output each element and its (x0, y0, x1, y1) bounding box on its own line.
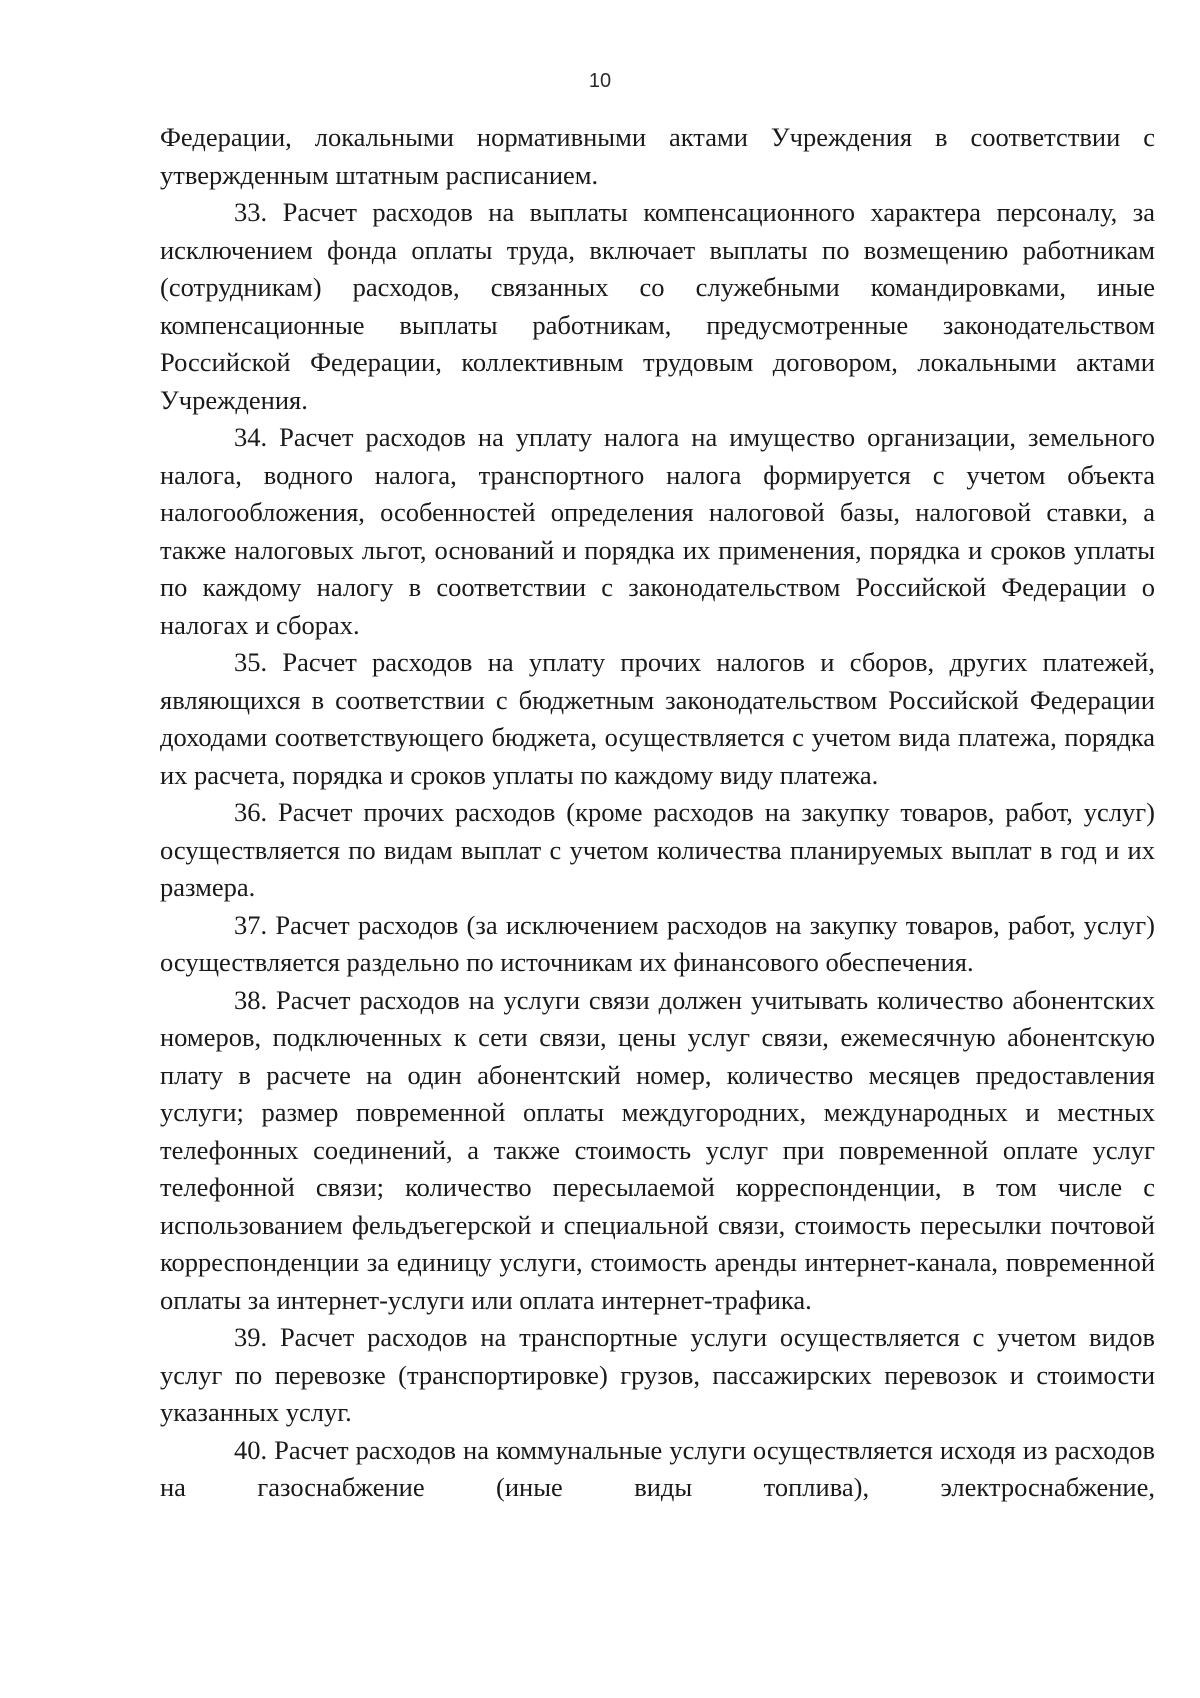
paragraph-38: 38. Расчет расходов на услуги связи должен учитывать количество абонентских номеров, подключенных к сети связи, цены услуг связи, ежемесячную абонентскую плату в расчете на один абонентский номер, количество месяцев предоставления услуги; размер повременной оплаты междугородних, международных и местных телефонных соединений, а также стоимость услуг при повременной оплате услуг телефонной связи; количество пересылаемой корреспонденции, в том числе с использованием фельдъегерской и специальной связи, стоимость пересылки почтовой корреспонденции за единицу услуги, стоимость аренды интернет-канала, повременной оплаты за интернет-услуги или оплата интернет-трафика. (160, 984, 1155, 1315)
paragraph-35: 35. Расчет расходов на уплату прочих налогов и сборов, других платежей, являющихся в соответствии с бюджетным законодательством Российской Федерации доходами соответствующего бюджета, осуществляется с учетом вида платежа, порядка их расчета, порядка и сроков уплаты по каждому виду платежа. (160, 647, 1155, 790)
paragraph-37: 37. Расчет расходов (за исключением расходов на закупку товаров, работ, услуг) осуществляется раздельно по источникам их финансового обеспечения. (160, 909, 1155, 977)
page-number: 10 (588, 70, 612, 92)
document-body (160, 119, 1155, 1507)
paragraph-40: 40. Расчет расходов на коммунальные услуги осуществляется исходя из расходов на газоснабжение (иные виды топлива), электроснабжение, (160, 1434, 1155, 1502)
paragraph-36: 36. Расчет прочих расходов (кроме расходов на закупку товаров, работ, услуг) осуществляется по видам выплат с учетом количества планируемых выплат в год и их размера. (160, 797, 1155, 902)
paragraph-continuation: Федерации, локальными нормативными актами Учреждения в соответствии с утвержденным штатным расписанием. (160, 122, 1155, 190)
paragraph-34: 34. Расчет расходов на уплату налога на имущество организации, земельного налога, водного налога, транспортного налога формируется с учетом объекта налогообложения, особенностей определения налоговой базы, налоговой ставки, а также налоговых льгот, оснований и порядка их применения, порядка и сроков уплаты по каждому налогу в соответствии с законодательством Российской Федерации о налогах и сборах. (160, 422, 1155, 640)
paragraph-33: 33. Расчет расходов на выплаты компенсационного характера персоналу, за исключением фонда оплаты труда, включает выплаты по возмещению работникам (сотрудникам) расходов, связанных со служебными командировками, иные компенсационные выплаты работникам, предусмотренные законодательством Российской Федерации, коллективным трудовым договором, локальными актами Учреждения. (160, 197, 1155, 415)
paragraph-39: 39. Расчет расходов на транспортные услуги осуществляется с учетом видов услуг по перевозке (транспортировке) грузов, пассажирских перевозок и стоимости указанных услуг. (160, 1322, 1155, 1427)
